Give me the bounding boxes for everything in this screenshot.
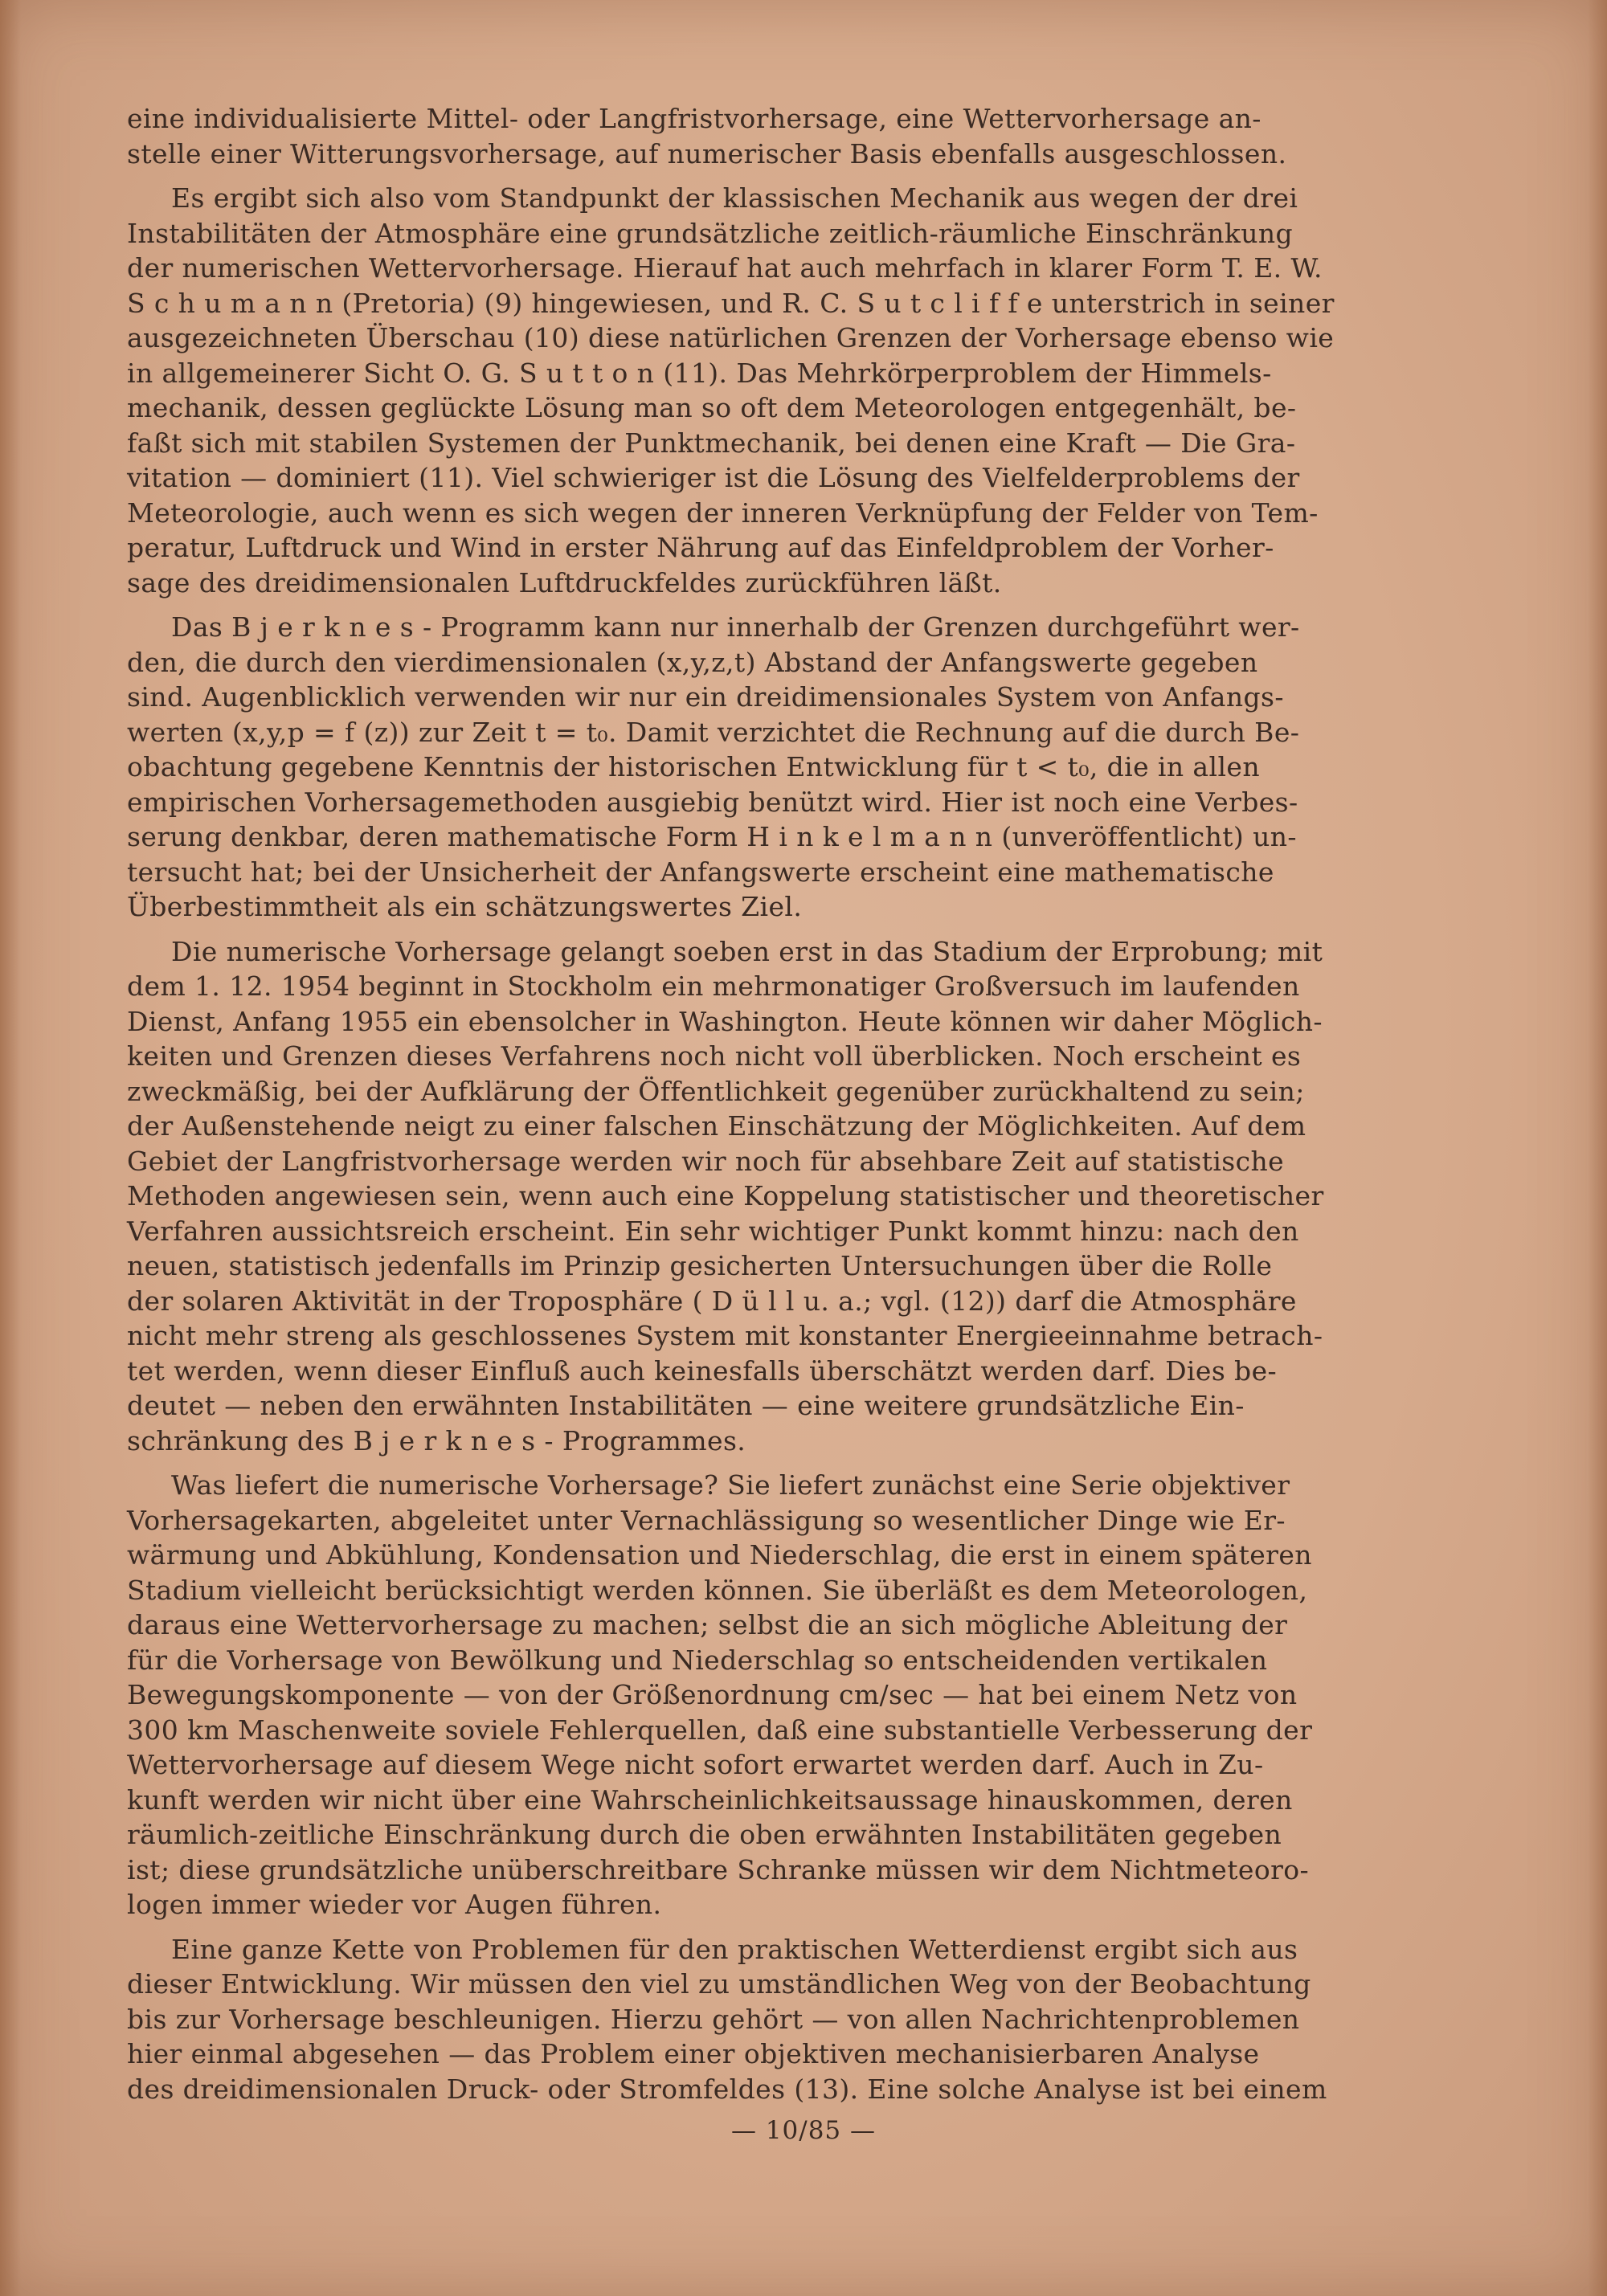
paragraph-4: Die numerische Vorhersage gelangt soeben erst in das Stadium der Erprobung; mit dem 1. 12. 1954 beginnt in Stockholm ein mehrmonatiger Großversuch im laufenden Dienst, Anfang 1955 ein ebensolcher in Washington. Heute können wir daher Möglich- keiten und Grenzen dieses Verfahrens noch nicht voll überblicken. Noch erscheint es zweckmäßig, bei der Aufklärung der Öffentlichkeit gegenüber zurückhaltend zu sein; der Außenstehende neigt zu einer falschen Einschätzung der Möglichkeiten. Auf dem Gebiet der Langfristvorhersage werden wir noch für absehbare Zeit auf statistische Methoden angewiesen sein, wenn auch eine Koppelung statistischer und theoretischer Verfahren aussichtsreich erscheint. Ein sehr wichtiger Punkt kommt hinzu: nach den neuen, statistisch jedenfalls im Prinzip gesicherten Untersuchungen über die Rolle der solaren Aktivität in der Troposphäre ( D ü l l u. a.; vgl. (12)) darf die Atmosphäre nicht mehr streng als geschlossenes System mit konstanter Energieeinnahme betrach- tet werden, wenn dieser Einfluß auch keinesfalls überschätzt werden darf. Dies be- deutet — neben den erwähnten Instabilitäten — eine weitere grundsätzliche Ein- schränkung des B j e r k n e s - Programmes. [127, 935, 1324, 1456]
body-text [127, 101, 1477, 2116]
paragraph-6: Eine ganze Kette von Problemen für den praktischen Wetterdienst ergibt sich aus dieser Entwicklung. Wir müssen den viel zu umständlichen Weg von der Beobachtung bis zur Vorhersage beschleunigen. Hierzu gehört — von allen Nachrichtenproblemen hier einmal abgesehen — das Problem einer objektiven mechanisierbaren Analyse des dreidimensionalen Druck- oder Stromfeldes (13). Eine solche Analyse ist bei einem [127, 1933, 1327, 2105]
page-number: — 10/85 — [730, 2116, 877, 2145]
paragraph-3: Das B j e r k n e s - Programm kann nur innerhalb der Grenzen durchgeführt wer- den, die durch den vierdimensionalen (x,y,z,t) Abstand der Anfangswerte gegeben sind. Augenblicklich verwenden wir nur ein dreidimensionales System von Anfangs- werten (x,y,p = f (z)) zur Zeit t = t₀. Damit verzichtet die Rechnung auf die durch Be- obachtung gegebene Kenntnis der historischen Entwicklung für t < t₀, die in allen empirischen Vorhersagemethoden ausgiebig benützt wird. Hier ist noch eine Verbes- serung denkbar, deren mathematische Form H i n k e l m a n n (unveröffentlicht) un- tersucht hat; bei der Unsicherheit der Anfangswerte erscheint eine mathematische Überbestimmtheit als ein schätzungswertes Ziel. [127, 611, 1300, 922]
paragraph-1: eine individualisierte Mittel- oder Langfristvorhersage, eine Wettervorhersage an- stelle einer Witterungsvorhersage, auf numerischer Basis ebenfalls ausgeschlossen. [127, 103, 1287, 170]
page-left-edge-shadow [0, 0, 21, 2296]
page-right-edge-shadow [1588, 0, 1607, 2296]
paragraph-5: Was liefert die numerische Vorhersage? Sie liefert zunächst eine Serie objektiver Vorhersagekarten, abgeleitet unter Vernachlässigung so wesentlicher Dinge wie Er- wärmung und Abkühlung, Kondensation und Niederschlag, die erst in einem späteren Stadium vielleicht berücksichtigt werden können. Sie überläßt es dem Meteorologen, daraus eine Wettervorhersage zu machen; selbst die an sich mögliche Ableitung der für die Vorhersage von Bewölkung und Niederschlag so entscheidenden vertikalen Bewegungskomponente — von der Größenordnung cm/sec — hat bei einem Netz von 300 km Maschenweite soviele Fehlerquellen, daß eine substantielle Verbesserung der Wettervorhersage auf diesem Wege nicht sofort erwartet werden darf. Auch in Zu- kunft werden wir nicht über eine Wahrscheinlichkeitsaussage hinauskommen, deren räumlich-zeitliche Einschränkung durch die oben erwähnten Instabilitäten gegeben ist; diese grundsätzliche unüberschreitbare Schranke müssen wir dem Nichtmeteoro- logen immer wieder vor Augen führen. [127, 1469, 1313, 1920]
paragraph-2: Es ergibt sich also vom Standpunkt der klassischen Mechanik aus wegen der drei Instabilitäten der Atmosphäre eine grundsätzliche zeitlich-räumliche Einschränkung der numerischen Wettervorhersage. Hierauf hat auch mehrfach in klarer Form T. E. W. S c h u m a n n (Pretoria) (9) hingewiesen, und R. C. S u t c l i f f e unterstrich in seiner ausgezeichneten Überschau (10) diese natürlichen Grenzen der Vorhersage ebenso wie in allgemeinerer Sicht O. G. S u t t o n (11). Das Mehrkörperproblem der Himmels- mechanik, dessen geglückte Lösung man so oft dem Meteorologen entgegenhält, be- faßt sich mit stabilen Systemen der Punktmechanik, bei denen eine Kraft — Die Gra- vitation — dominiert (11). Viel schwieriger ist die Lösung des Vielfelderproblems der Meteorologie, auch wenn es sich wegen der inneren Verknüpfung der Felder von Tem- peratur, Luftdruck und Wind in erster Nährung auf das Einfeldproblem der Vorher- sage des dreidimensionalen Luftdruckfeldes zurückführen läßt. [127, 182, 1335, 599]
